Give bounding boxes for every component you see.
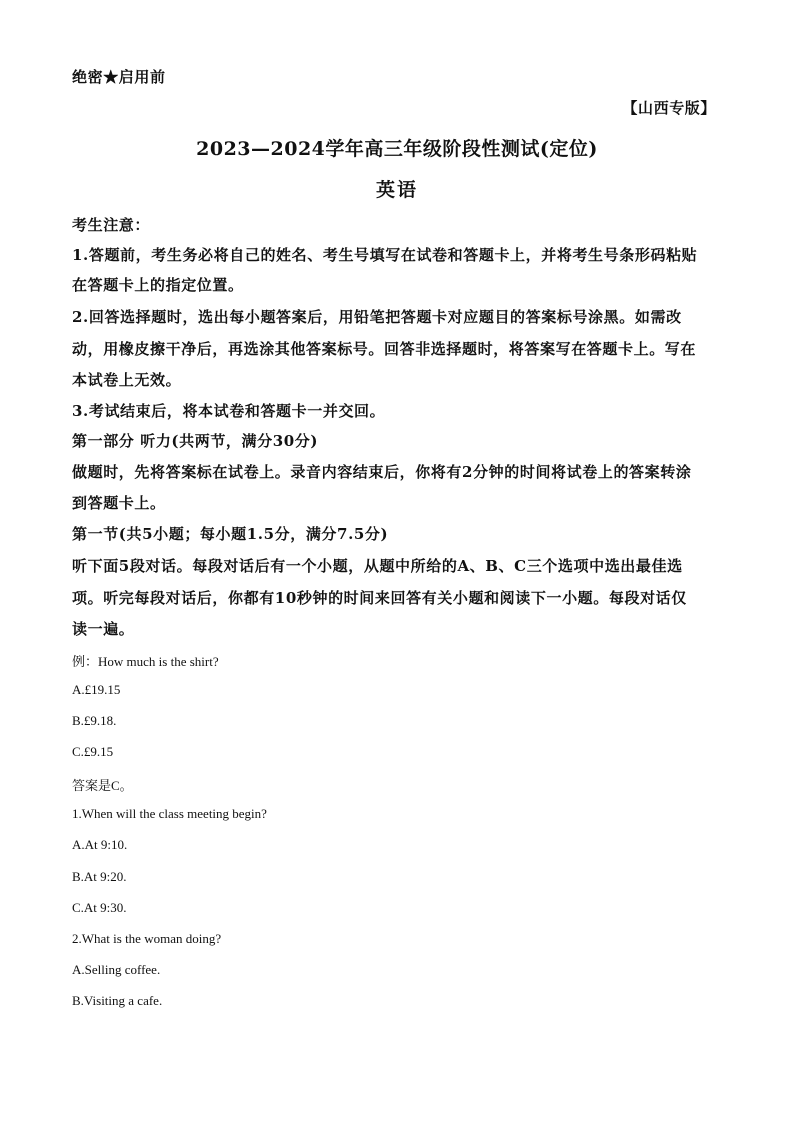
notice-item-2-line-3: 本试卷上无效。 <box>72 371 182 389</box>
part-1-instruction-line-1: 做题时，先将答案标在试卷上。录音内容结束后，你将有2分钟的时间将试卷上的答案转涂 <box>72 463 692 481</box>
exam-subject: 英语 <box>375 179 418 201</box>
question-2: 2.What is the woman doing? <box>72 931 222 946</box>
example-question: 例：How much is the shirt? <box>72 654 219 669</box>
question-1: 1.When will the class meeting begin? <box>72 806 267 821</box>
notice-item-3: 3.考试结束后，将本试卷和答题卡一并交回。 <box>72 402 386 420</box>
part-1-instruction-line-2: 到答题卡上。 <box>72 494 166 512</box>
notice-item-2-line-1: 2.回答选择题时，选出每小题答案后，用铅笔把答题卡对应题目的答案标号涂黑。如需改 <box>72 308 682 326</box>
example-option-b: B.£9.18. <box>72 713 117 728</box>
question-2-option-a: A.Selling coffee. <box>72 962 161 977</box>
question-1-option-c: C.At 9:30. <box>72 900 127 915</box>
notice-item-1-line-1: 1.答题前，考生务必将自己的姓名、考生号填写在试卷和答题卡上，并将考生号条形码粘贴 <box>72 246 698 264</box>
section-1-instruction-line-3: 读一遍。 <box>72 620 135 638</box>
question-2-option-b: B.Visiting a cafe. <box>72 993 163 1008</box>
section-1-heading: 第一节(共5小题；每小题1.5分，满分7.5分) <box>72 525 389 543</box>
example-answer: 答案是C。 <box>72 778 133 793</box>
example-option-a: A.£19.15 <box>72 682 121 697</box>
question-1-option-a: A.At 9:10. <box>72 837 128 852</box>
notice-heading: 考生注意： <box>72 216 151 234</box>
section-1-instruction-line-2: 项。听完每段对话后，你都有10秒钟的时间来回答有关小题和阅读下一小题。每段对话仅 <box>72 589 687 607</box>
edition-label: 【山西专版】 <box>622 99 716 117</box>
notice-item-2-line-2: 动，用橡皮擦干净后，再选涂其他答案标号。回答非选择题时，将答案写在答题卡上。写在 <box>72 340 697 358</box>
example-option-c: C.£9.15 <box>72 744 114 759</box>
confidential-label: 绝密★启用前 <box>72 68 166 86</box>
notice-item-1-line-2: 在答题卡上的指定位置。 <box>72 276 244 294</box>
question-1-option-b: B.At 9:20. <box>72 869 127 884</box>
part-1-heading: 第一部分 听力(共两节，满分30分) <box>72 432 319 450</box>
section-1-instruction-line-1: 听下面5段对话。每段对话后有一个小题，从题中所给的A、B、C三个选项中选出最佳选 <box>72 557 683 575</box>
exam-title: 2023—2024学年高三年级阶段性测试(定位) <box>196 138 598 160</box>
